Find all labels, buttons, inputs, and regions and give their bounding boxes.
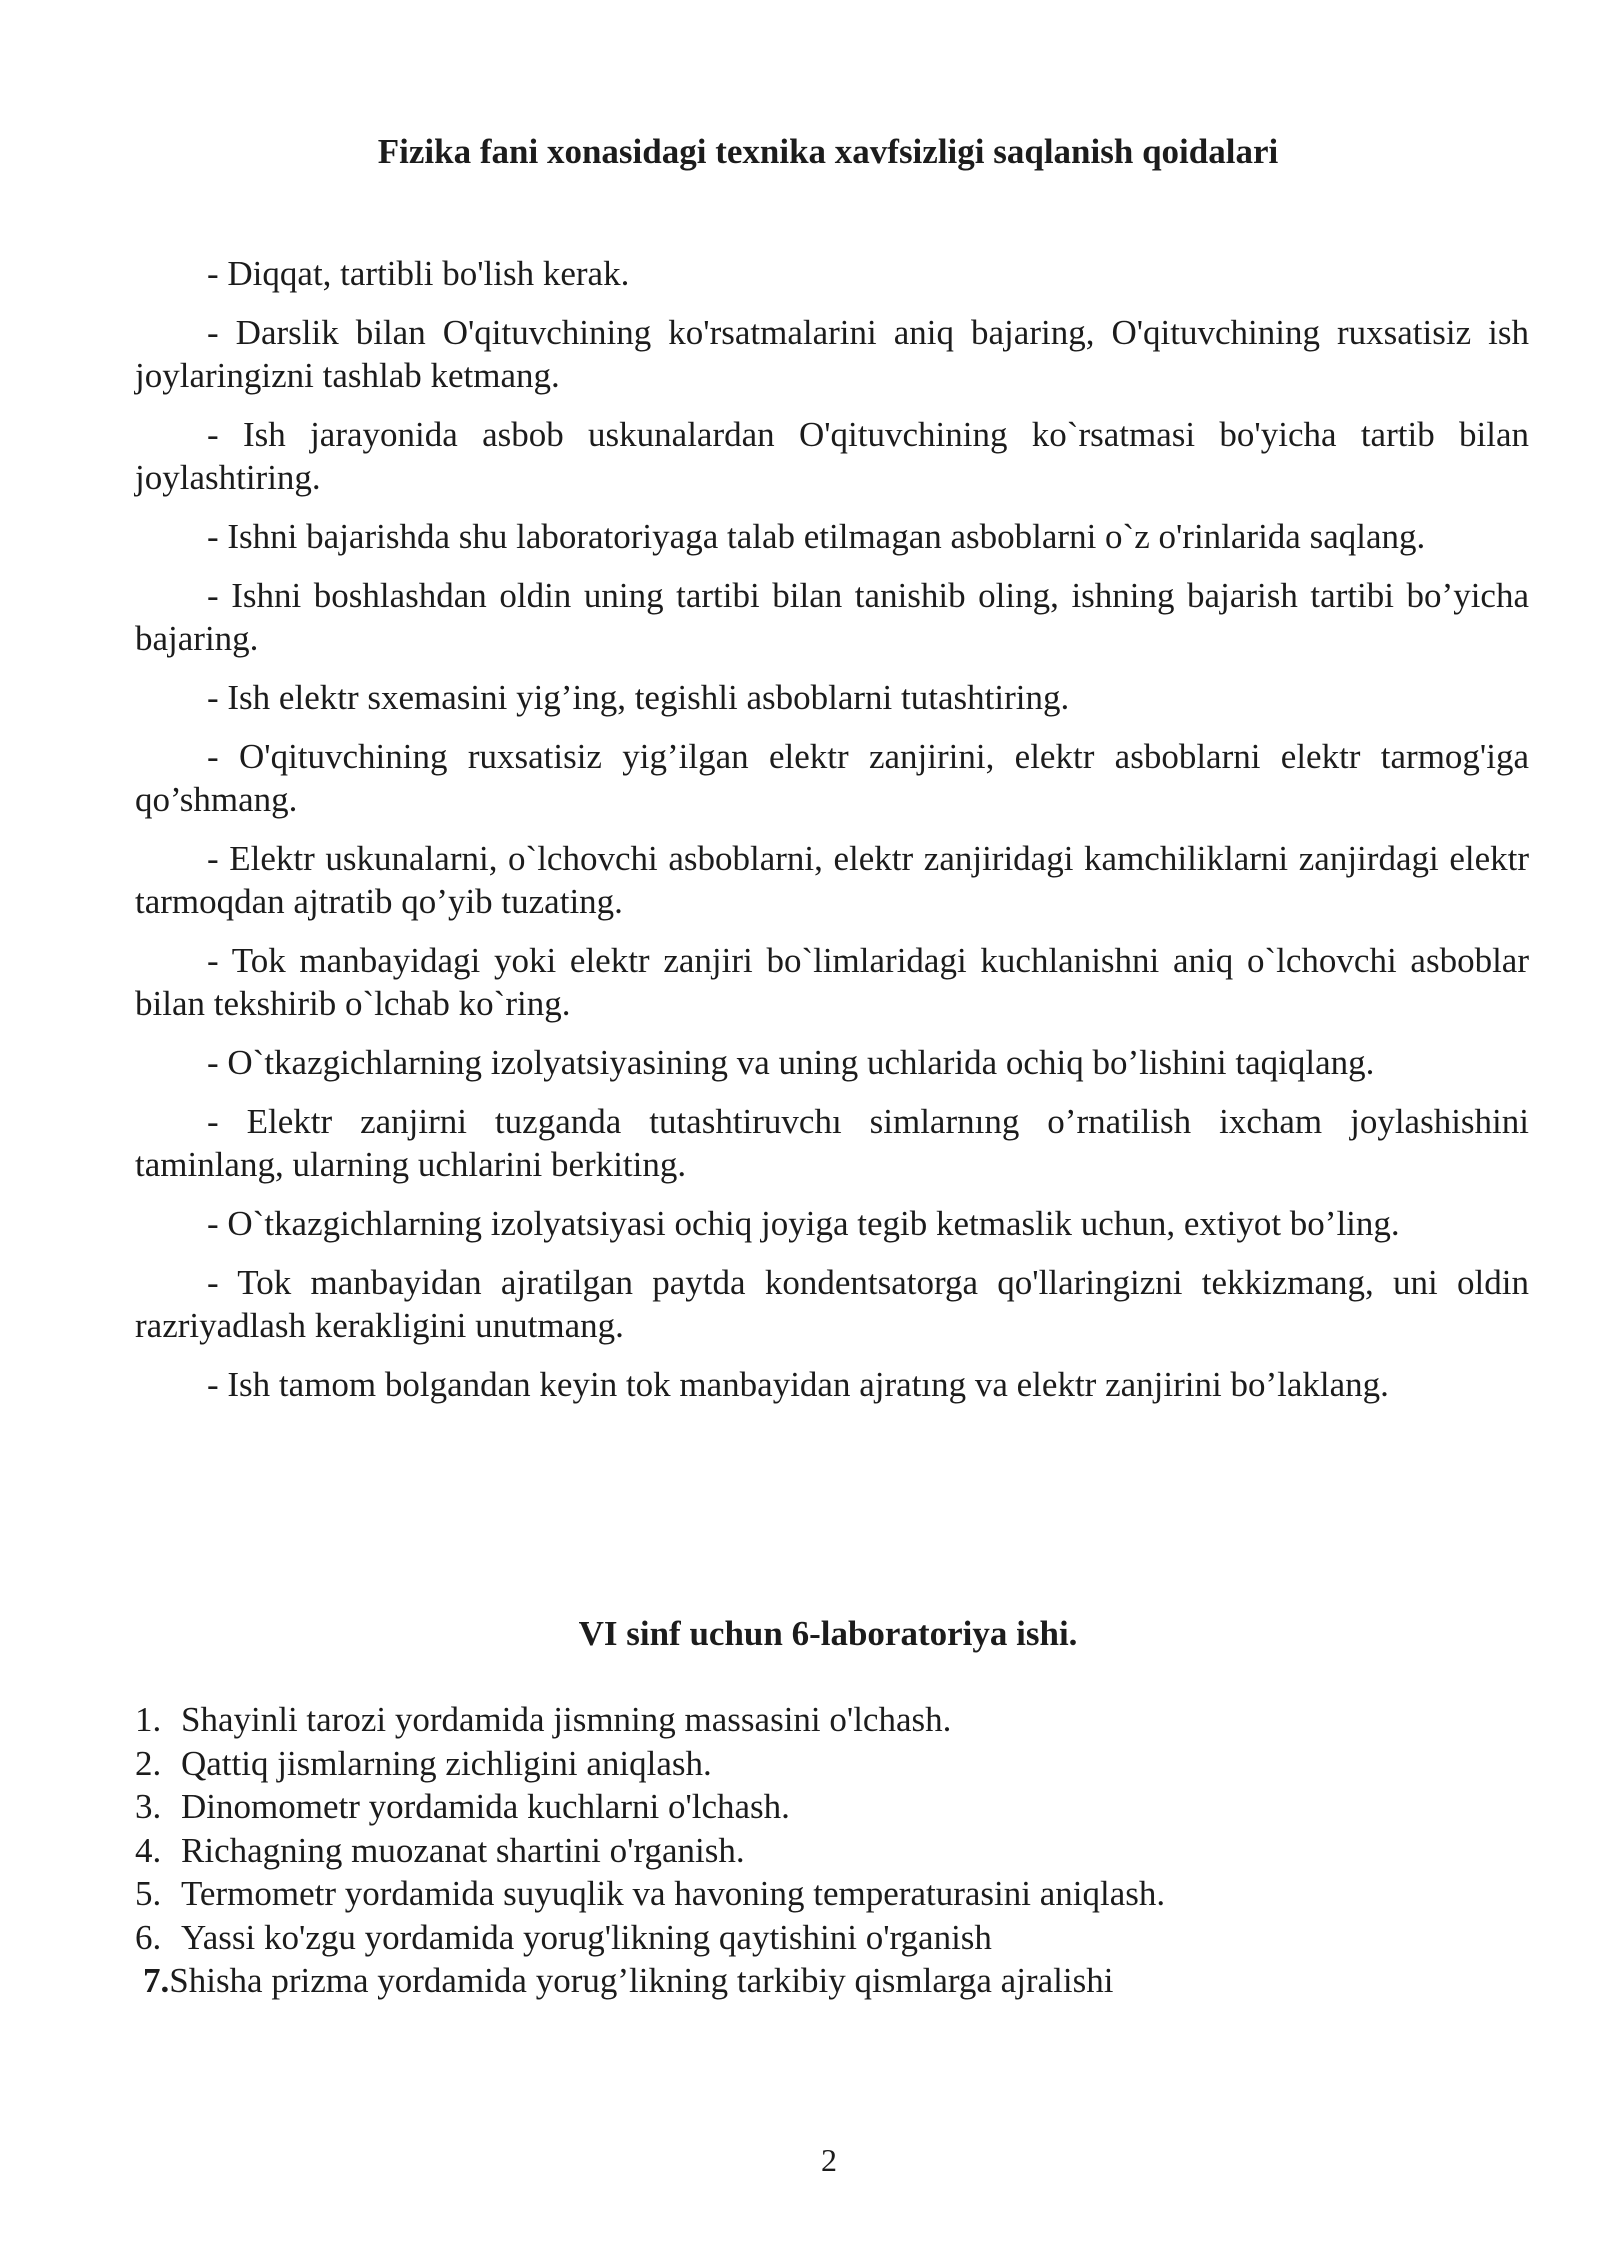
lab-item-number: 5. [135, 1874, 162, 1913]
safety-rules-list [135, 252, 1529, 1422]
lab-item-text: Richagning muozanat shartini o'rganish. [181, 1830, 745, 1870]
safety-rule: - O`tkazgichlarning izolyatsiyasining va uning uchlarida ochiq bo’lishini taqiqlang. [207, 1043, 1375, 1082]
lab-item [135, 1916, 1529, 1960]
safety-rule: - Ish tamom bolgandan keyin tok manbayidan ajratıng va elektr zanjirini bo’laklang. [207, 1365, 1389, 1404]
lab-work-list [135, 1698, 1529, 2003]
safety-rule: - Ish elektr sxemasini yig’ing, tegishli asboblarni tutashtiring. [207, 678, 1070, 717]
lab-item [135, 1829, 1529, 1873]
safety-rule: - Elektr zanjirni tuzganda tutashtiruvchı simlarnıng o’rnatilish ixcham joylashishini taminlang, ularning uchlarini berkiting. [135, 1102, 1529, 1184]
lab-section-title: VI sinf uchun 6-laboratoriya ishi. [578, 1614, 1078, 1653]
lab-item-number: 4. [135, 1830, 162, 1870]
lab-item-number: 7. [143, 1961, 170, 2000]
safety-rule: - Ishni boshlashdan oldin uning tartibi bilan tanishib oling, ishning bajarish tartibi bo’yicha bajaring. [135, 576, 1529, 658]
lab-item-text: Qattiq jismlarning zichligini aniqlash. [181, 1743, 712, 1783]
lab-item [135, 1785, 1529, 1829]
lab-item [135, 1959, 1529, 2003]
safety-rule: - Tok manbayidagi yoki elektr zanjiri bo`limlaridagi kuchlanishni aniq o`lchovchi asboblar bilan tekshirib o`lchab ko`ring. [135, 941, 1529, 1023]
page-number: 2 [821, 2142, 837, 2178]
lab-item [135, 1698, 1529, 1742]
lab-item-text: Termometr yordamida suyuqlik va havoning temperaturasini aniqlash. [181, 1874, 1166, 1913]
safety-rule: - O`tkazgichlarning izolyatsiyasi ochiq joyiga tegib ketmaslik uchun, extiyot bo’ling. [207, 1204, 1400, 1243]
lab-item-number: 3. [135, 1787, 162, 1826]
lab-item-number: 2. [135, 1743, 162, 1783]
safety-rule: - Ishni bajarishda shu laboratoriyaga talab etilmagan asboblarni o`z o'rinlarida saqlang. [207, 517, 1426, 556]
lab-item-text: Shayinli tarozi yordamida jismning massasini o'lchash. [181, 1700, 952, 1739]
safety-rule: - Elektr uskunalarni, o`lchovchi asboblarni, elektr zanjiridagi kamchiliklarni zanjirdagi elektr tarmoqdan ajtratib qo’yib tuzating. [135, 839, 1529, 921]
lab-item-text: Dinomometr yordamida kuchlarni o'lchash. [181, 1787, 790, 1826]
lab-item-text: Yassi ko'zgu yordamida yorug'likning qaytishini o'rganish [181, 1917, 992, 1957]
safety-rule: - Tok manbayidan ajratilgan paytda kondentsatorga qo'llaringizni tekkizmang, uni oldin razriyadlash kerakligini unutmang. [135, 1263, 1529, 1345]
safety-rule: - O'qituvchining ruxsatisiz yig’ilgan elektr zanjirini, elektr asboblarni elektr tarmog'iga qo’shmang. [135, 737, 1529, 819]
safety-rule: - Diqqat, tartibli bo'lish kerak. [207, 254, 630, 293]
safety-rule: - Darslik bilan O'qituvchining ko'rsatmalarini aniq bajaring, O'qituvchining ruxsatisiz ish joylaringizni tashlab ketmang. [135, 313, 1529, 395]
lab-item-number: 6. [135, 1917, 162, 1957]
lab-item-text: Shisha prizma yordamida yorug’likning tarkibiy qismlarga ajralishi [169, 1961, 1114, 2000]
safety-rule: - Ish jarayonida asbob uskunalardan O'qituvchining ko`rsatmasi bo'yicha tartib bilan joylashtiring. [135, 415, 1529, 497]
lab-item-number: 1. [135, 1700, 162, 1739]
lab-item [135, 1872, 1529, 1916]
lab-item [135, 1742, 1529, 1786]
document-title: Fizika fani xonasidagi texnika xavfsizligi saqlanish qoidalari [377, 132, 1279, 171]
